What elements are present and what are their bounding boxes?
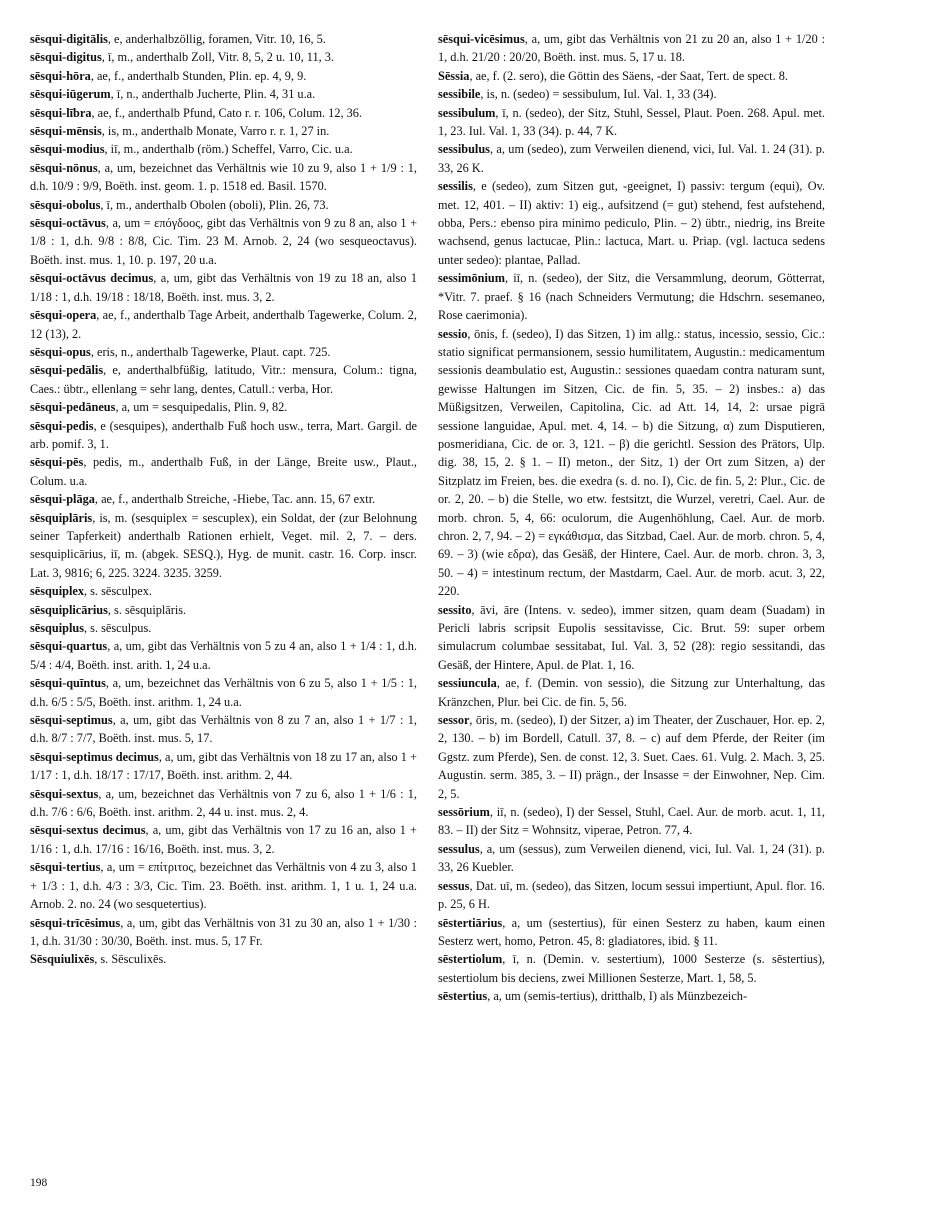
entry-definition: , a, um, bezeichnet das Verhältnis von 7 zu 6, also 1 + 1/6 : 1, d.h. 7/6 : 6/6, Boëth. inst. arithm. 2, 44 u. inst. mus. 2, 4. [30, 786, 417, 820]
dictionary-entry [30, 30, 417, 48]
entry-definition: , a, um, gibt das Verhältnis von 21 zu 20 an, also 1 + 1/20 : 1, d.h. 21/20 : 20/20, Boëth. inst. mus. 5, 17 u. 18. [438, 32, 825, 65]
right-column [438, 30, 825, 1006]
entry-headword: sēsqui-vicēsimus [438, 32, 525, 46]
dictionary-entry [438, 987, 825, 1005]
dictionary-entry [30, 417, 417, 454]
entry-definition: , e (sedeo), zum Sitzen gut, -geeignet, I) passiv: tergum (equi), Ov. met. 12, 401. – II) aktiv: 1) eig., aufsitzend (= gut) stehend, fest aufstehend, obba, Pers.: ebenso pira minimo pediculo, Plin. – 2) übtr., niedrig, ins Breite wachsend, genus lactucae, Plin.: lactuca, Mart. u. Priap. (vgl. lactuca sedens unter sedeo): plantae, Pallad. [438, 179, 825, 267]
entry-headword: sēsqui-lībra [30, 105, 92, 120]
entry-definition: , ī, n. (sedeo), der Sitz, Stuhl, Sessel, Plaut. Poen. 268. Apul. met. 1, 23. Iul. Val. 1, 33 (34). p. 44, 7 K. [438, 105, 825, 139]
entry-headword: sessibile [438, 87, 481, 102]
dictionary-entry [30, 140, 417, 158]
dictionary-entry [438, 30, 825, 67]
dictionary-entry [30, 361, 417, 398]
dictionary-entry [30, 619, 417, 637]
entry-headword: sēsqui-pedis [30, 418, 94, 433]
dictionary-entry [30, 711, 417, 748]
entry-headword: sessibulus [438, 142, 490, 157]
entry-headword: sēsqui-mēnsis [30, 124, 102, 139]
dictionary-entry [30, 159, 417, 196]
entry-headword: sēsqui-pēs [30, 455, 84, 470]
dictionary-entry [438, 67, 825, 85]
entry-headword: sessiuncula [438, 676, 497, 691]
entry-headword: sēsqui-opus [30, 344, 91, 359]
entry-headword: sessito [438, 602, 472, 617]
dictionary-entry [30, 67, 417, 85]
dictionary-entry [30, 269, 417, 306]
dictionary-entry [438, 840, 825, 877]
dictionary-entry [438, 140, 825, 177]
entry-definition: , a, um (sedeo), zum Verweilen dienend, vici, Iul. Val. 1. 24 (31). p. 33, 26 K. [438, 142, 825, 175]
entry-definition: , ae, f., anderthalb Tage Arbeit, anderthalb Tagewerke, Colum. 2, 12 (13), 2. [30, 308, 417, 341]
entry-definition: , ōnis, f. (sedeo), I) das Sitzen, 1) im allg.: status, incessio, sessio, Cic.: statio significat permansionem, sessio humilitatem, Augustin.: medicamentum sessionis deambulatio est, Augustin.: sessiones quaedam contra naturam sunt, gewisse Haltungen im Sitzen, Cic. de fin. 5, 35. – 2) insbes.: a) das Müßigsitzen, Verweilen, Capitolina, Cic. ad Att. 14, 14, 2: ursae pigrā sessione languidae, Apul. met. 4, 14. – b) die Sitzung, α) zum Disputieren, posmeridiana, Cic. de or. 3, 121. – β) die gerichtl. Session des Prätors, Ulp. dig. 38, 15, 2. § 1. – II) meton., der Sitz, 1) der Ort zum Sitzen, a) der Sitzplatz im Freien, bes. die exedra (s. d. no. I), Cic. de fin. 5, 2: Plur., Cic. de or. 2, 20. – b) die Stelle, wo etw. festsitzt, die Wurzel, veretri, Cael. Aur. de morb. chron. 5, 4, 66: oculorum, die Augenhöhlung, Cael. Aur. de morb. chron. 2, 7, 94. – 2) = εγκάθισμα, das Sitzbad, Cael. Aur. de morb. chron. 5, 4, 69. – 3) (wie εδρα), das Gesäß, der Hintere, Cael. Aur. de morb. chron. 3, 3, 50. – 4) = intestinum rectum, der Mastdarm, Cael. Aur. de morb. acut. 3, 22, 220. [438, 326, 825, 599]
dictionary-entry [438, 803, 825, 840]
entry-definition: , a, um, gibt das Verhältnis von 31 zu 30 an, also 1 + 1/30 : 1, d.h. 31/30 : 30/30, Boëth. inst. mus. 5, 17 Fr. [30, 915, 417, 948]
dictionary-entry [438, 674, 825, 711]
entry-definition: , iī, n. (sedeo), der Sitz, die Versammlung, deorum, Götterrat, *Vitr. 7. praef. § 16 (nach Schneiders Vermutung; die Hdschrn. sesemaneo, Rose caerimonia). [438, 271, 825, 323]
dictionary-entry [30, 490, 417, 508]
dictionary-entry [438, 177, 825, 269]
entry-definition: , is, n. (sedeo) = sessibulum, Iul. Val. 1, 33 (34). [480, 87, 717, 102]
entry-definition: , a, um = επίτριτος, bezeichnet das Verhältnis von 4 zu 3, also 1 + 1/3 : 1, d.h. 4/3 : 3/3, Cic. Tim. 23. Boëth. inst. arithm. 1, 1 u. 1, 24 u.a. Arnob. 2. no. 24 (wo sesquetertius). [30, 860, 417, 912]
entry-headword: sēsquiplus [30, 621, 85, 635]
entry-headword: sēsqui-quīntus [30, 676, 106, 691]
dictionary-entry [438, 711, 825, 803]
entry-definition: , a, um (sessus), zum Verweilen dienend, vici, Iul. Val. 1, 24 (31). p. 33, 26 Kuebler. [438, 841, 825, 875]
entry-headword: sessor [438, 713, 470, 728]
entry-definition: , a, um = επόγδοος, gibt das Verhältnis von 9 zu 8 an, also 1 + 1/8 : 1, d.h. 9/8 : 8/8, Cic. Tim. 23 M. Arnob. 2, 24 (wo sesqueoctavus). Boëth. inst. mus. 1, 10. p. 197, 20 u.a. [30, 216, 417, 267]
dictionary-entry [438, 325, 825, 601]
entry-headword: sēsqui-nōnus [30, 160, 98, 175]
entry-headword: sēsqui-trīcēsimus [30, 915, 121, 930]
entry-headword: sēsqui-septimus decimus [30, 749, 159, 764]
dictionary-entry [30, 398, 417, 416]
dictionary-entry [30, 748, 417, 785]
entry-headword: sessilis [438, 179, 473, 194]
entry-definition: , ī, n. (Demin. v. sestertium), 1000 Sesterze (s. sēstertius), sestertiolum bis deciens, zwei Millionen Sesterze, Mart. 1, 58, 5. [438, 952, 825, 985]
dictionary-entry [30, 509, 417, 583]
entry-definition: , a, um (semis-tertius), dritthalb, I) als Münzbezeich- [487, 989, 748, 1004]
entry-definition: , s. Sēsculixēs. [94, 952, 167, 967]
entry-definition: , is, m., anderthalb Monate, Varro r. r. 1, 27 in. [101, 124, 330, 139]
entry-definition: , ōris, m. (sedeo), I) der Sitzer, a) im Theater, der Zuschauer, Hor. ep. 2, 2, 130. – b) im Bordell, Catull. 37, 8. – c) auf dem Pferde, der Reiter (im Ggstz. zum Pferde), Sen. de const. 12, 3. Suet. Caes. 61. Vulg. 2. Mach. 3, 25. Augustin. serm. 385, 3. – II) prägn., der Insasse = der Einwohner, Nep. Cim. 2, 5. [438, 713, 825, 801]
entry-headword: sessimōnium [438, 271, 505, 286]
dictionary-entry [30, 306, 417, 343]
entry-headword: Sēsquiulixēs [30, 952, 95, 967]
entry-headword: sēsqui-pedālis [30, 363, 104, 378]
entry-definition: , ī, m., anderthalb Zoll, Vitr. 8, 5, 2 u. 10, 11, 3. [101, 50, 334, 65]
entry-headword: sessōrium [438, 805, 490, 820]
entry-definition: , s. sēsculpex. [84, 584, 152, 599]
entry-headword: sēsqui-iūgerum [30, 87, 111, 102]
dictionary-entry [438, 601, 825, 675]
entry-headword: sēsquiplex [30, 584, 84, 599]
entry-headword: sēsqui-obolus [30, 197, 101, 212]
entry-headword: sessulus [438, 841, 480, 856]
entry-headword: sēsqui-hōra [30, 68, 91, 83]
dictionary-entry [30, 858, 417, 913]
dictionary-entry [30, 785, 417, 822]
dictionary-entry [30, 214, 417, 269]
entry-definition: , pedis, m., anderthalb Fuß, in der Länge, Breite usw., Plaut., Colum. u.a. [30, 455, 417, 488]
entry-definition: , s. sēsculpus. [84, 621, 152, 635]
entry-headword: sēsqui-tertius [30, 860, 101, 875]
entry-definition: , e, anderhalbzöllig, foramen, Vitr. 10, 16, 5. [107, 32, 326, 46]
dictionary-entry [438, 269, 825, 324]
dictionary-entry [30, 104, 417, 122]
dictionary-entry [438, 877, 825, 914]
entry-definition: , ae, f., anderthalb Stunden, Plin. ep. 4, 9, 9. [90, 68, 307, 83]
entry-headword: sēstertius [438, 989, 488, 1004]
entry-headword: sēsqui-sextus [30, 786, 99, 801]
entry-headword: sēsqui-septimus [30, 713, 113, 728]
entry-definition: , ae, f. (2. sero), die Göttin des Säens, -der Saat, Tert. de spect. 8. [469, 68, 788, 83]
entry-headword: sessibulum [438, 105, 496, 120]
entry-definition: , ae, f., anderthalb Streiche, -Hiebe, Tac. ann. 15, 67 extr. [94, 492, 376, 507]
entry-definition: , a, um = sesquipedalis, Plin. 9, 82. [115, 400, 288, 415]
dictionary-entry [30, 196, 417, 214]
entry-headword: sessio [438, 326, 468, 341]
dictionary-entry [438, 914, 825, 951]
entry-definition: , a, um, bezeichnet das Verhältnis von 6 zu 5, also 1 + 1/5 : 1, d.h. 6/5 : 5/5, Boëth. inst. arithm. 1, 24 u.a. [30, 676, 417, 709]
dictionary-entry [438, 85, 825, 103]
entry-headword: sēsqui-modius [30, 142, 105, 157]
dictionary-entry [438, 950, 825, 987]
entry-definition: , ī, m., anderthalb Obolen (oboli), Plin. 26, 73. [100, 197, 329, 212]
entry-definition: , Dat. uī, m. (sedeo), das Sitzen, locum sessui impertiunt, Apul. flor. 16. p. 25, 6 H. [438, 878, 825, 912]
dictionary-entry [30, 601, 417, 619]
entry-definition: , āvi, āre (Intens. v. sedeo), immer sitzen, quam deam (Suadam) in Pericli labris scripsit Eupolis sessitavisse, Cic. Brut. 59: super orbem simulacrum columbae sessitabat, Iul. Val. 3, 52 (28): regio sessitandi, das Gesäß, der Hintere, Apul. de Plat. 1, 16. [438, 602, 825, 672]
dictionary-entry [30, 637, 417, 674]
entry-headword: sēsqui-plāga [30, 492, 95, 507]
entry-definition: , ae, f., anderthalb Pfund, Cato r. r. 106, Colum. 12, 36. [91, 105, 362, 120]
entry-headword: sēsqui-octāvus [30, 216, 106, 231]
entry-headword: Sēssia [438, 68, 470, 83]
dictionary-entry [30, 950, 417, 968]
entry-headword: sēsqui-digitālis [30, 32, 108, 46]
dictionary-entry [30, 453, 417, 490]
dictionary-entry [30, 582, 417, 600]
entry-headword: sēsquiplicārius [30, 602, 108, 617]
entry-headword: sēsqui-opera [30, 308, 97, 323]
entry-headword: sēsquiplāris [30, 510, 93, 525]
left-column [30, 30, 417, 969]
dictionary-entry [438, 104, 825, 141]
dictionary-entry [30, 48, 417, 66]
entry-definition: , e, anderthalbfüßig, latitudo, Vitr.: mensura, Colum.: tigna, Caes.: übtr., ellenlang = sehr lang, dentes, Catull.: verba, Hor. [30, 363, 417, 396]
dictionary-entry [30, 343, 417, 361]
entry-definition: , a, um, gibt das Verhältnis von 18 zu 17 an, also 1 + 1/17 : 1, d.h. 18/17 : 17/17, Boëth. inst. arithm. 2, 44. [30, 749, 417, 783]
entry-headword: sēsqui-sextus decimus [30, 823, 146, 838]
dictionary-entry [30, 821, 417, 858]
entry-definition: , a, um, gibt das Verhältnis von 19 zu 18 an, also 1 1/18 : 1, d.h. 19/18 : 18/18, Boëth. inst. mus. 3, 2. [30, 271, 417, 304]
entry-headword: sēsqui-quartus [30, 639, 108, 654]
dictionary-entry [30, 122, 417, 140]
entry-headword: sessus [438, 878, 470, 893]
entry-definition: , iī, n. (sedeo), I) der Sessel, Stuhl, Cael. Aur. de morb. acut. 1, 11, 83. – II) der Sitz = Wohnsitz, viperae, Petron. 77, 4. [438, 805, 825, 838]
entry-definition: , a, um, gibt das Verhältnis von 8 zu 7 an, also 1 + 1/7 : 1, d.h. 8/7 : 7/7, Boëth. inst. mus. 5, 17. [30, 713, 417, 746]
entry-headword: sēstertiārius [438, 915, 503, 930]
entry-definition: , s. sēsquiplāris. [107, 602, 187, 617]
entry-definition: , a, um, bezeichnet das Verhältnis wie 10 zu 9, also 1 + 1/9 : 1, d.h. 10/9 : 9/9, Boëth. inst. geom. 1. p. 1518 ed. Basil. 1570. [30, 160, 417, 194]
entry-definition: , e (sesquipes), anderthalb Fuß hoch usw., terra, Mart. Gargil. de arb. pomif. 3, 1. [30, 418, 417, 451]
entry-definition: , iī, m., anderthalb (röm.) Scheffel, Varro, Cic. u.a. [104, 142, 353, 157]
entry-headword: sēstertiolum [438, 952, 503, 967]
dictionary-entry [30, 674, 417, 711]
entry-definition: , ae, f. (Demin. von sessio), die Sitzung zur Unterhaltung, das Kränzchen, Plur. bei Cic. de fin. 5, 56. [438, 676, 825, 709]
dictionary-entry [30, 914, 417, 951]
entry-headword: sēsqui-octāvus decimus [30, 271, 154, 286]
entry-definition: , is, m. (sesquiplex = sescuplex), ein Soldat, der (zur Belohnung seiner Tapferkeit) anderthalb Rationen erhielt, Veget. mil. 2, 7. – ders. sesquiplicārius, iī, m. (abgek. SESQ.), Hyg. de munit. castr. 16. Corp. inscr. Lat. 3, 9816; 6, 225. 3224. 3235. 3259. [30, 510, 417, 580]
entry-definition: , ī, n., anderthalb Jucherte, Plin. 4, 31 u.a. [110, 87, 316, 102]
entry-definition: , a, um, gibt das Verhältnis von 5 zu 4 an, also 1 + 1/4 : 1, d.h. 5/4 : 4/4, Boëth. inst. arith. 1, 24 u.a. [30, 639, 417, 672]
dictionary-entry [30, 85, 417, 103]
page-number: 198 [30, 1177, 48, 1189]
entry-headword: sēsqui-pedāneus [30, 400, 116, 415]
entry-definition: , eris, n., anderthalb Tagewerke, Plaut. capt. 725. [90, 344, 331, 359]
entry-headword: sēsqui-digitus [30, 50, 102, 65]
entry-definition: , a, um (sestertius), für einen Sesterz zu haben, kaum einen Sesterz wert, homo, Petron. 45, 8: gladiatores, ibid. § 11. [438, 915, 825, 948]
entry-definition: , a, um, gibt das Verhältnis von 17 zu 16 an, also 1 + 1/16 : 1, d.h. 17/16 : 16/16, Boëth. inst. mus. 3, 2. [30, 823, 417, 856]
